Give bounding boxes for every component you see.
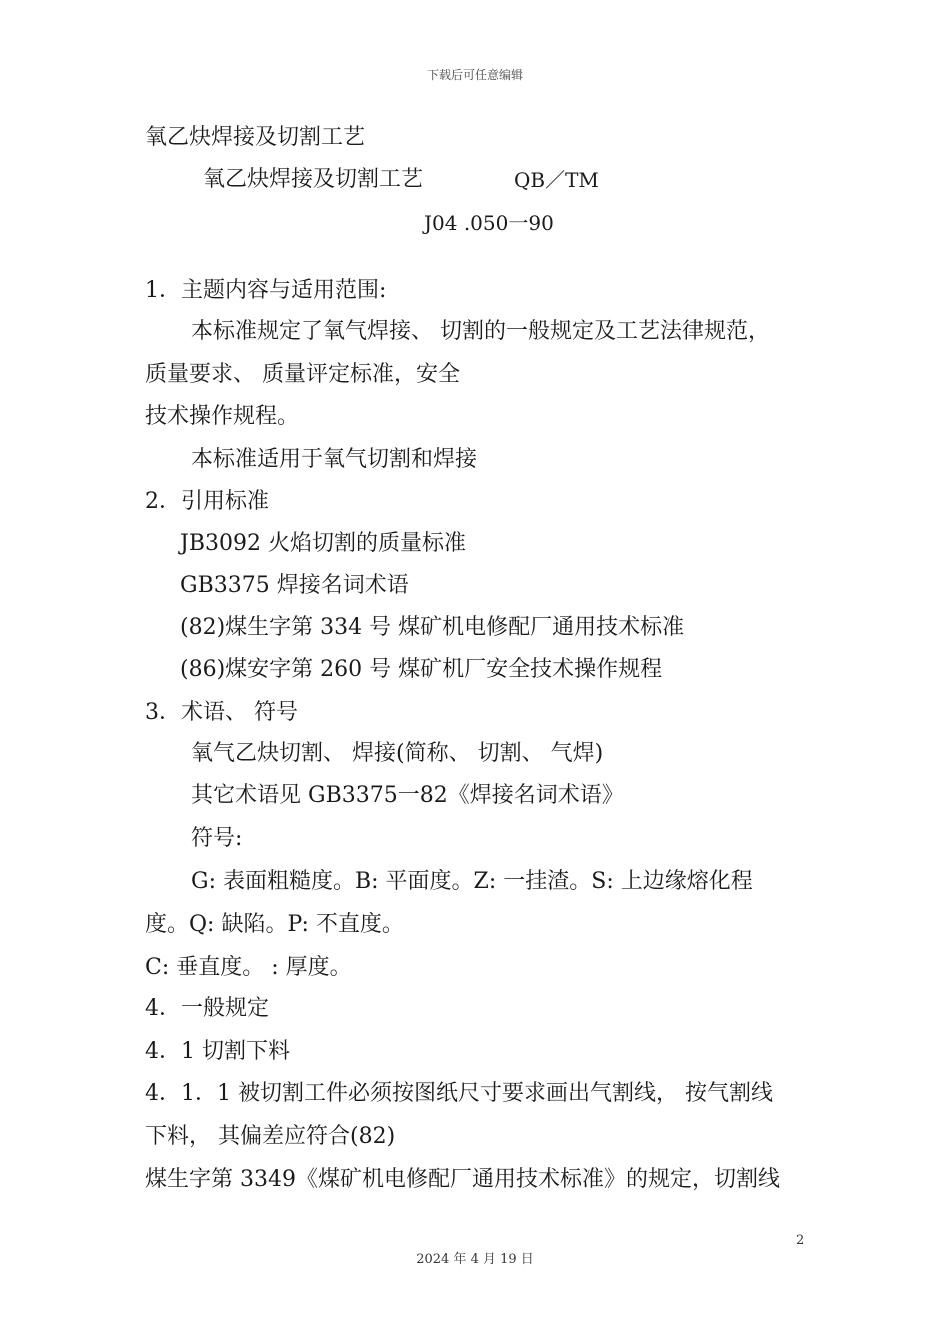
section-4-heading: 4．一般规定 bbox=[145, 996, 269, 1021]
section-3-heading: 3．术语、 符号 bbox=[145, 700, 298, 725]
paragraph-line: 其它术语见 GB3375一82《焊接名词术语》 bbox=[191, 783, 624, 808]
paragraph-line: 度。Q: 缺陷。P: 不直度。 bbox=[145, 912, 404, 937]
footer-date: 2024 年 4 月 19 日 bbox=[416, 1252, 534, 1267]
paragraph-line: 符号: bbox=[191, 826, 243, 851]
reference-item: (82)煤生字第 334 号 煤矿机电修配厂通用技术标准 bbox=[180, 615, 685, 640]
paragraph-line: 质量要求、 质量评定标准，安全 bbox=[145, 362, 460, 387]
paragraph-line: 煤生字第 3349《煤矿机电修配厂通用技术标准》的规定，切割线 bbox=[145, 1167, 780, 1192]
paragraph-line: C: 垂直度。 : 厚度。 bbox=[145, 955, 352, 980]
paragraph-line: 本标准适用于氧气切割和焊接 bbox=[191, 447, 478, 472]
section-1-heading: 1．主题内容与适用范围: bbox=[145, 278, 387, 303]
section-2-heading: 2．引用标准 bbox=[145, 489, 269, 514]
doc-subtitle-name: 氧乙炔焊接及切割工艺 bbox=[203, 167, 424, 192]
subsection-heading: 4．1 切割下料 bbox=[145, 1039, 290, 1064]
page-number: 2 bbox=[796, 1233, 805, 1248]
reference-item: (86)煤安字第 260 号 煤矿机厂安全技术操作规程 bbox=[180, 657, 663, 682]
doc-title: 氧乙炔焊接及切割工艺 bbox=[145, 125, 366, 150]
header-note: 下载后可任意编辑 bbox=[426, 68, 523, 82]
doc-subtitle-code: QB／TM bbox=[514, 168, 599, 192]
paragraph-line: 本标准规定了氧气焊接、 切割的一般规定及工艺法律规范， bbox=[191, 319, 770, 344]
doc-std-number: J04 .050一90 bbox=[424, 211, 554, 235]
paragraph-line: 氧气乙炔切割、 焊接(简称、 切割、 气焊) bbox=[191, 741, 604, 766]
reference-item: JB3092 火焰切割的质量标准 bbox=[180, 531, 466, 556]
paragraph-line: 技术操作规程。 bbox=[145, 404, 300, 429]
paragraph-line: G: 表面粗糙度。B: 平面度。Z: 一挂渣。S: 上边缘熔化程 bbox=[191, 869, 753, 894]
paragraph-line: 4．1．1 被切割工件必须按图纸尺寸要求画出气割线， 按气割线 bbox=[145, 1081, 773, 1106]
paragraph-line: 下料， 其偏差应符合(82) bbox=[145, 1124, 396, 1149]
reference-item: GB3375 焊接名词术语 bbox=[180, 573, 409, 598]
